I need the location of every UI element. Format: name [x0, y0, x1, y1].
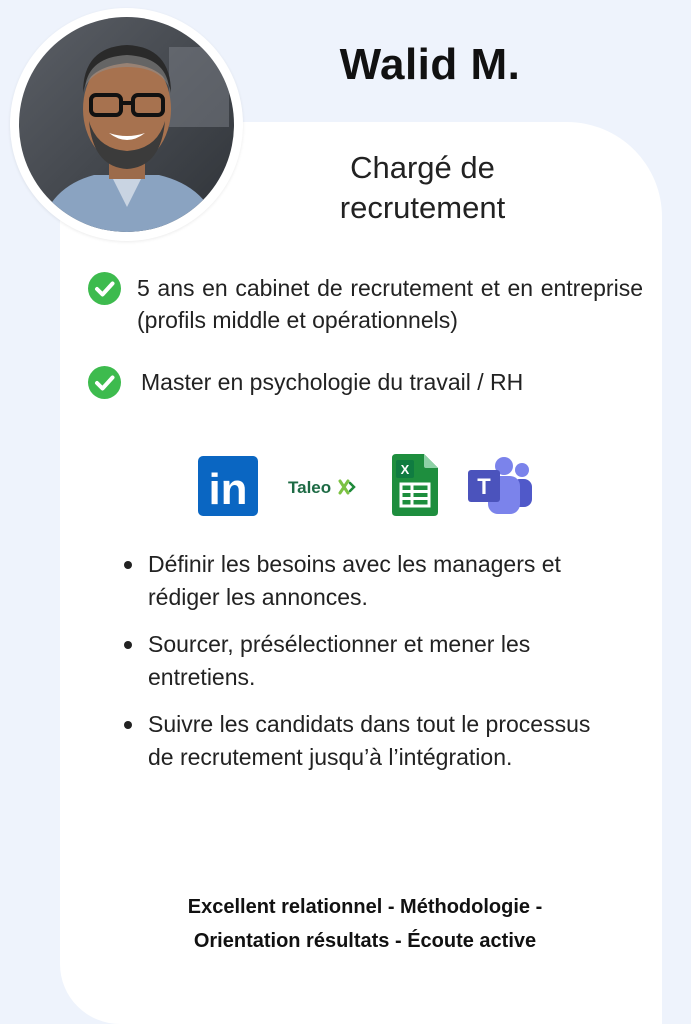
bullet-icon	[124, 721, 132, 729]
role-line-1: Chargé de	[350, 150, 495, 185]
teams-logo-text: T	[477, 474, 491, 499]
highlight-item	[88, 272, 643, 336]
bullet-icon	[124, 641, 132, 649]
list-item	[118, 708, 598, 774]
responsibility-text: Suivre les candidats dans tout le processus de recrutement jusqu’à l’intégration.	[148, 711, 591, 770]
tools-row	[196, 454, 536, 518]
responsibility-text: Définir les besoins avec les managers et rédiger les annonces.	[148, 551, 561, 610]
skills-line-1: Excellent relationnel - Méthodologie -	[187, 896, 543, 918]
linkedin-logo-text: in	[208, 465, 248, 514]
list-item	[118, 628, 598, 694]
avatar	[19, 17, 234, 232]
highlight-text: Master en psychologie du travail / RH	[141, 369, 524, 395]
candidate-role	[250, 148, 595, 228]
google-sheets-logo	[392, 454, 438, 516]
role-line-2: recrutement	[339, 190, 506, 225]
list-item	[118, 548, 598, 614]
microsoft-teams-logo	[468, 456, 532, 516]
linkedin-logo	[198, 456, 258, 516]
soft-skills	[100, 890, 630, 958]
sheets-logo-text: X	[400, 462, 410, 477]
highlight-item	[88, 366, 643, 399]
highlight-text: 5 ans en cabinet de recrutement et en entreprise (profils middle et opérationnels)	[137, 275, 643, 333]
check-circle-icon	[88, 366, 121, 399]
bullet-icon	[124, 561, 132, 569]
portrait-photo	[19, 17, 234, 232]
candidate-name: Walid M.	[339, 40, 521, 89]
responsibility-text: Sourcer, présélectionner et mener les entretiens.	[148, 631, 531, 690]
check-circle-icon	[88, 272, 121, 305]
taleo-logo-text: Taleo	[288, 478, 332, 497]
taleo-logo	[288, 474, 360, 500]
responsibilities-list	[118, 548, 598, 788]
skills-line-2: Orientation résultats - Écoute active	[193, 930, 537, 952]
